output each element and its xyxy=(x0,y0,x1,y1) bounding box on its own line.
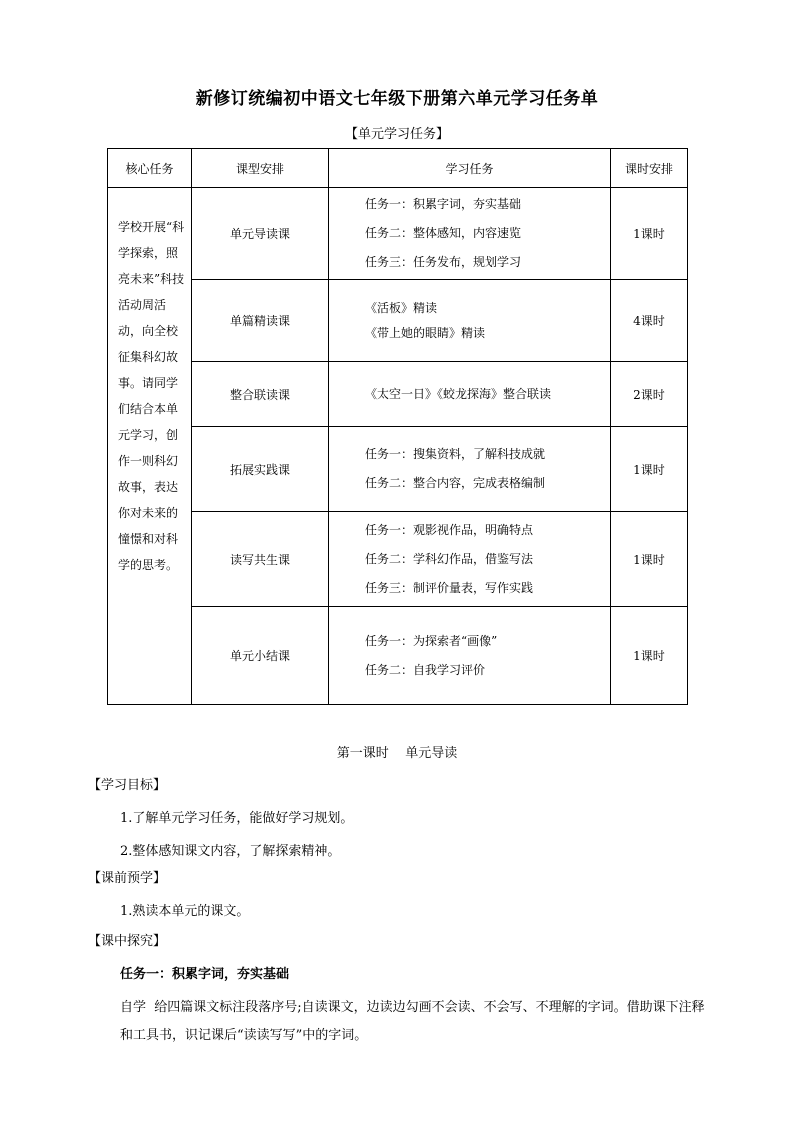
task-line: 任务一：观影视作品，明确特点 xyxy=(365,522,534,537)
unit-task-table xyxy=(107,148,688,705)
table-row xyxy=(108,427,688,512)
hours-cell: 4课时 xyxy=(611,280,688,362)
lesson-type-cell: 读写共生课 xyxy=(192,512,329,607)
hours-cell: 1课时 xyxy=(611,427,688,512)
lesson-type-cell: 单篇精读课 xyxy=(192,280,329,362)
hours-cell: 2课时 xyxy=(611,362,688,427)
page-title: 新修订统编初中语文七年级下册第六单元学习任务单 xyxy=(195,89,599,109)
task-line: 任务二：整体感知，内容速览 xyxy=(365,226,522,240)
self-study-text: 给四篇课文标注段落序号;自读课文，边读边勾画不会读、不会写、不理解的字词。借助课下注释和工具书，识记课后“读读写写”中的字词。 xyxy=(120,1000,705,1043)
preview-item: 1.熟读本单元的课文。 xyxy=(120,904,250,919)
task-line: 任务一：积累字词，夯实基础 xyxy=(365,197,522,211)
tasks-cell xyxy=(329,280,611,362)
lesson-heading: 第一课时 单元导读 xyxy=(336,746,458,761)
lesson-type-cell: 单元小结课 xyxy=(192,607,329,705)
table-row xyxy=(108,280,688,362)
task-line: 任务二：整合内容，完成表格编制 xyxy=(365,476,546,490)
tasks-cell xyxy=(329,188,611,280)
objectives-section xyxy=(88,774,708,859)
task-line: 任务二：学科幻作品，借鉴写法 xyxy=(365,551,534,566)
lesson-type-cell: 单元导读课 xyxy=(192,188,329,280)
preview-section xyxy=(88,867,708,919)
table-caption: 【单元学习任务】 xyxy=(344,127,449,142)
hours-cell: 1课时 xyxy=(611,607,688,705)
table-row xyxy=(108,362,688,427)
preview-title: 【课前预学】 xyxy=(88,871,167,886)
task1-title: 任务一：积累字词，夯实基础 xyxy=(120,967,290,982)
task-line: 《带上她的眼睛》精读 xyxy=(365,325,486,340)
objective-item: 1.了解单元学习任务，能做好学习规划。 xyxy=(120,811,354,826)
task-line: 任务一：搜集资料，了解科技成就 xyxy=(365,447,546,461)
task-line: 任务一：为探索者“画像” xyxy=(365,633,498,648)
table-header-row xyxy=(108,149,688,188)
self-study-label: 自学 xyxy=(120,1000,147,1015)
header-class-hours: 课时安排 xyxy=(611,149,688,188)
tasks-cell xyxy=(329,362,611,427)
explore-section xyxy=(88,930,708,1050)
objective-item: 2.整体感知课文内容，了解探索精神。 xyxy=(120,844,341,859)
table-row xyxy=(108,512,688,607)
header-lesson-type: 课型安排 xyxy=(192,149,329,188)
task-line: 《活板》精读 xyxy=(365,300,438,315)
table-row xyxy=(108,607,688,705)
task-line: 任务三：任务发布，规划学习 xyxy=(365,255,522,269)
tasks-cell xyxy=(329,427,611,512)
explore-title: 【课中探究】 xyxy=(88,934,167,949)
task-line: 任务三：制评价量表，写作实践 xyxy=(365,580,534,595)
hours-cell: 1课时 xyxy=(611,512,688,607)
self-study-paragraph xyxy=(88,994,708,1050)
core-task-cell: 学校开展“科学探索，照亮未来”科技活动周活动，向全校征集科幻故事。请同学们结合本单元学习，创作一则科幻故事，表达你对未来的憧憬和对科学的思考。 xyxy=(108,188,192,705)
tasks-cell xyxy=(329,607,611,705)
lesson-type-cell: 拓展实践课 xyxy=(192,427,329,512)
lesson-type-cell: 整合联读课 xyxy=(192,362,329,427)
header-core-task: 核心任务 xyxy=(108,149,192,188)
task-line: 任务二：自我学习评价 xyxy=(365,662,486,677)
task-line: 《太空一日》《蛟龙探海》整合联读 xyxy=(365,386,552,401)
header-learning-tasks: 学习任务 xyxy=(329,149,611,188)
hours-cell: 1课时 xyxy=(611,188,688,280)
objectives-title: 【学习目标】 xyxy=(88,778,167,793)
tasks-cell xyxy=(329,512,611,607)
table-row xyxy=(108,188,688,280)
